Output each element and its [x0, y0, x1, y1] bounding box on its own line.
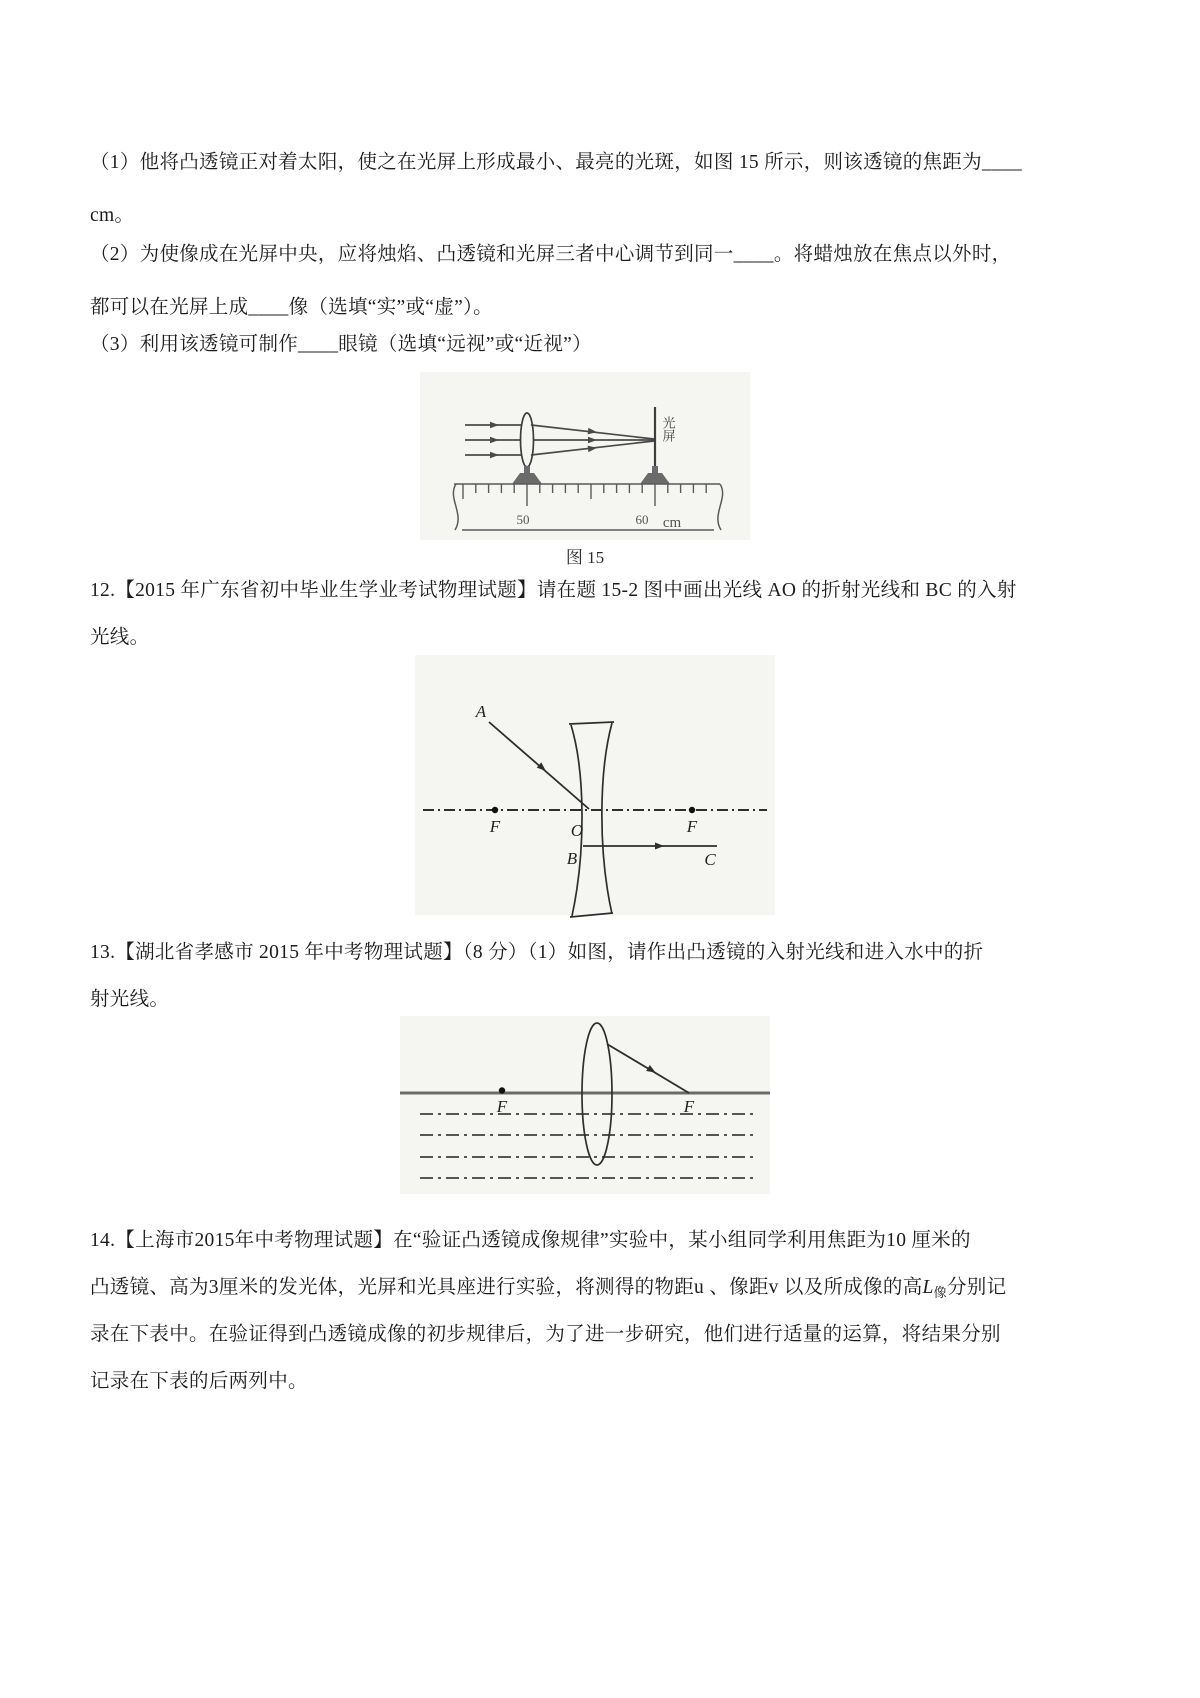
- ruler-unit-cm: cm: [662, 515, 682, 531]
- ruler-label-60: 60: [635, 512, 649, 527]
- ruler-label-50: 50: [516, 512, 530, 527]
- label-f-right: F: [683, 1097, 695, 1116]
- q14-line3: 录在下表中。在验证得到凸透镜成像的初步规律后，为了进一步研究，他们进行适量的运算，将结果分别: [90, 1323, 1001, 1345]
- q14-line1: 14.【上海市2015年中考物理试题】在“验证凸透镜成像规律”实验中，某小组同学利用焦距为10 厘米的: [90, 1229, 971, 1251]
- label-c: C: [704, 850, 716, 869]
- q14-line2-subscript: 像: [933, 1284, 947, 1300]
- label-f-left: F: [496, 1097, 508, 1116]
- focal-point-left: [499, 1087, 505, 1093]
- q14-line2: [90, 1273, 1006, 1308]
- q14-line2-symbol: L: [922, 1276, 934, 1298]
- figure-15-background: [420, 372, 750, 540]
- focal-point-right: [689, 807, 695, 813]
- q13-line2: 射光线。: [90, 988, 170, 1010]
- q12-line1: 12.【2015 年广东省初中毕业生学业考试物理试题】请在题 15-2 图中画出光线 AO 的折射光线和 BC 的入射: [90, 579, 1017, 601]
- q12-background: [415, 655, 775, 915]
- q11-part3-line: （3）利用该透镜可制作____眼镜（选填“远视”或“近视”）: [90, 333, 592, 355]
- q12-diagram: [415, 643, 775, 925]
- label-f-left: F: [489, 817, 501, 836]
- q11-part1-line2: cm。: [90, 204, 135, 226]
- q14-line2-pre: 凸透镜、高为3厘米的发光体，光屏和光具座进行实验，将测得的物距u 、像距v 以及所成像的高: [90, 1276, 923, 1298]
- label-a: A: [475, 702, 487, 721]
- q13-background: [400, 1016, 770, 1194]
- q13-diagram: [400, 1016, 770, 1194]
- label-f-right: F: [686, 817, 698, 836]
- figure-15-diagram: [420, 372, 750, 540]
- q11-part1-line1: （1）他将凸透镜正对着太阳，使之在光屏上形成最小、最亮的光斑，如图 15 所示，则该透镜的焦距为____: [90, 151, 1023, 173]
- q13-line1: 13.【湖北省孝感市 2015 年中考物理试题】（8 分）（1）如图，请作出凸透镜的入射光线和进入水中的折: [90, 941, 984, 963]
- q11-part2-line2: 都可以在光屏上成____像（选填“实”或“虚”）。: [90, 296, 493, 318]
- q11-part2-line1: （2）为使像成在光屏中央，应将烛焰、凸透镜和光屏三者中心调节到同一____。将蜡烛放在焦点以外时，: [90, 243, 1012, 265]
- focal-point-left: [492, 807, 498, 813]
- figure-15-optical-bench: [420, 372, 750, 568]
- label-b: B: [566, 849, 578, 868]
- label-o: O: [570, 821, 584, 840]
- screen-label: 光屏: [660, 416, 676, 442]
- figure-q13-lens-water: [400, 1016, 770, 1194]
- figure-q12-concave-lens: [415, 643, 775, 925]
- q14-line4: 记录在下表的后两列中。: [90, 1370, 308, 1392]
- q14-line2-post: 分别记: [946, 1276, 1007, 1298]
- q12-line2: 光线。: [90, 626, 150, 648]
- figure-15-caption: 图 15: [565, 548, 605, 567]
